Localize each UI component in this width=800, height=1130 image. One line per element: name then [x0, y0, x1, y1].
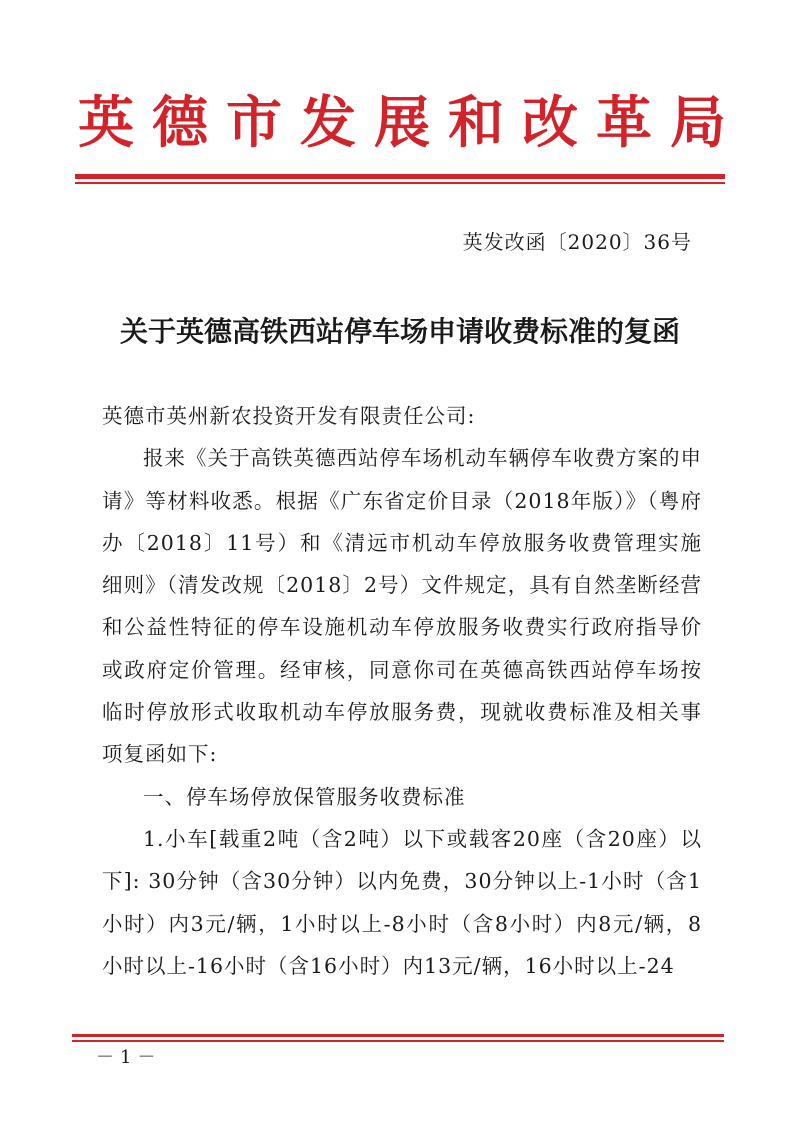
page-number: －1－: [96, 1047, 162, 1068]
footer-rule-thin: [72, 1040, 724, 1042]
footer-rule-thick: [72, 1034, 724, 1037]
body-paragraph: 报来《关于高铁英德西站停车场机动车辆停车收费方案的申请》等材料收悉。根据《广东省定价目录（2018年版）》（粤府办〔2018〕11号）和《清远市机动车停放服务收费管理实施细则》（清发改规〔2018〕2号）文件规定，具有自然垄断经营和公益性特征的停车设施机动车停放服务收费实行政府指导价或政府定价管理。经审核，同意你司在英德高铁西站停车场按临时停放形式收取机动车停放服务费，现就收费标准及相关事项复函如下:: [102, 446, 702, 767]
document-body: [102, 395, 702, 987]
letterhead-rule-thick: [75, 174, 725, 179]
body-paragraph: 1.小车[载重2吨（含2吨）以下或载客20座（含20座）以下]: 30分钟（含30分钟）以内免费，30分钟以上-1小时（含1小时）内3元/辆，1小时以上-8小时（含8小时）内8元/辆，8小时以上-16小时（含16小时）内13元/辆，16小时以上-24: [102, 826, 702, 978]
document-title: 关于英德高铁西站停车场申请收费标准的复函: [119, 315, 680, 348]
letterhead-title: 英德市发展和改革局: [78, 90, 728, 156]
document-number: 英发改函〔2020〕36号: [462, 230, 692, 254]
letterhead-rule-thin: [75, 182, 725, 184]
recipient-line: 英德市英州新农投资开发有限责任公司:: [102, 404, 476, 428]
section-heading: 一、停车场停放保管服务收费标准: [143, 784, 466, 809]
